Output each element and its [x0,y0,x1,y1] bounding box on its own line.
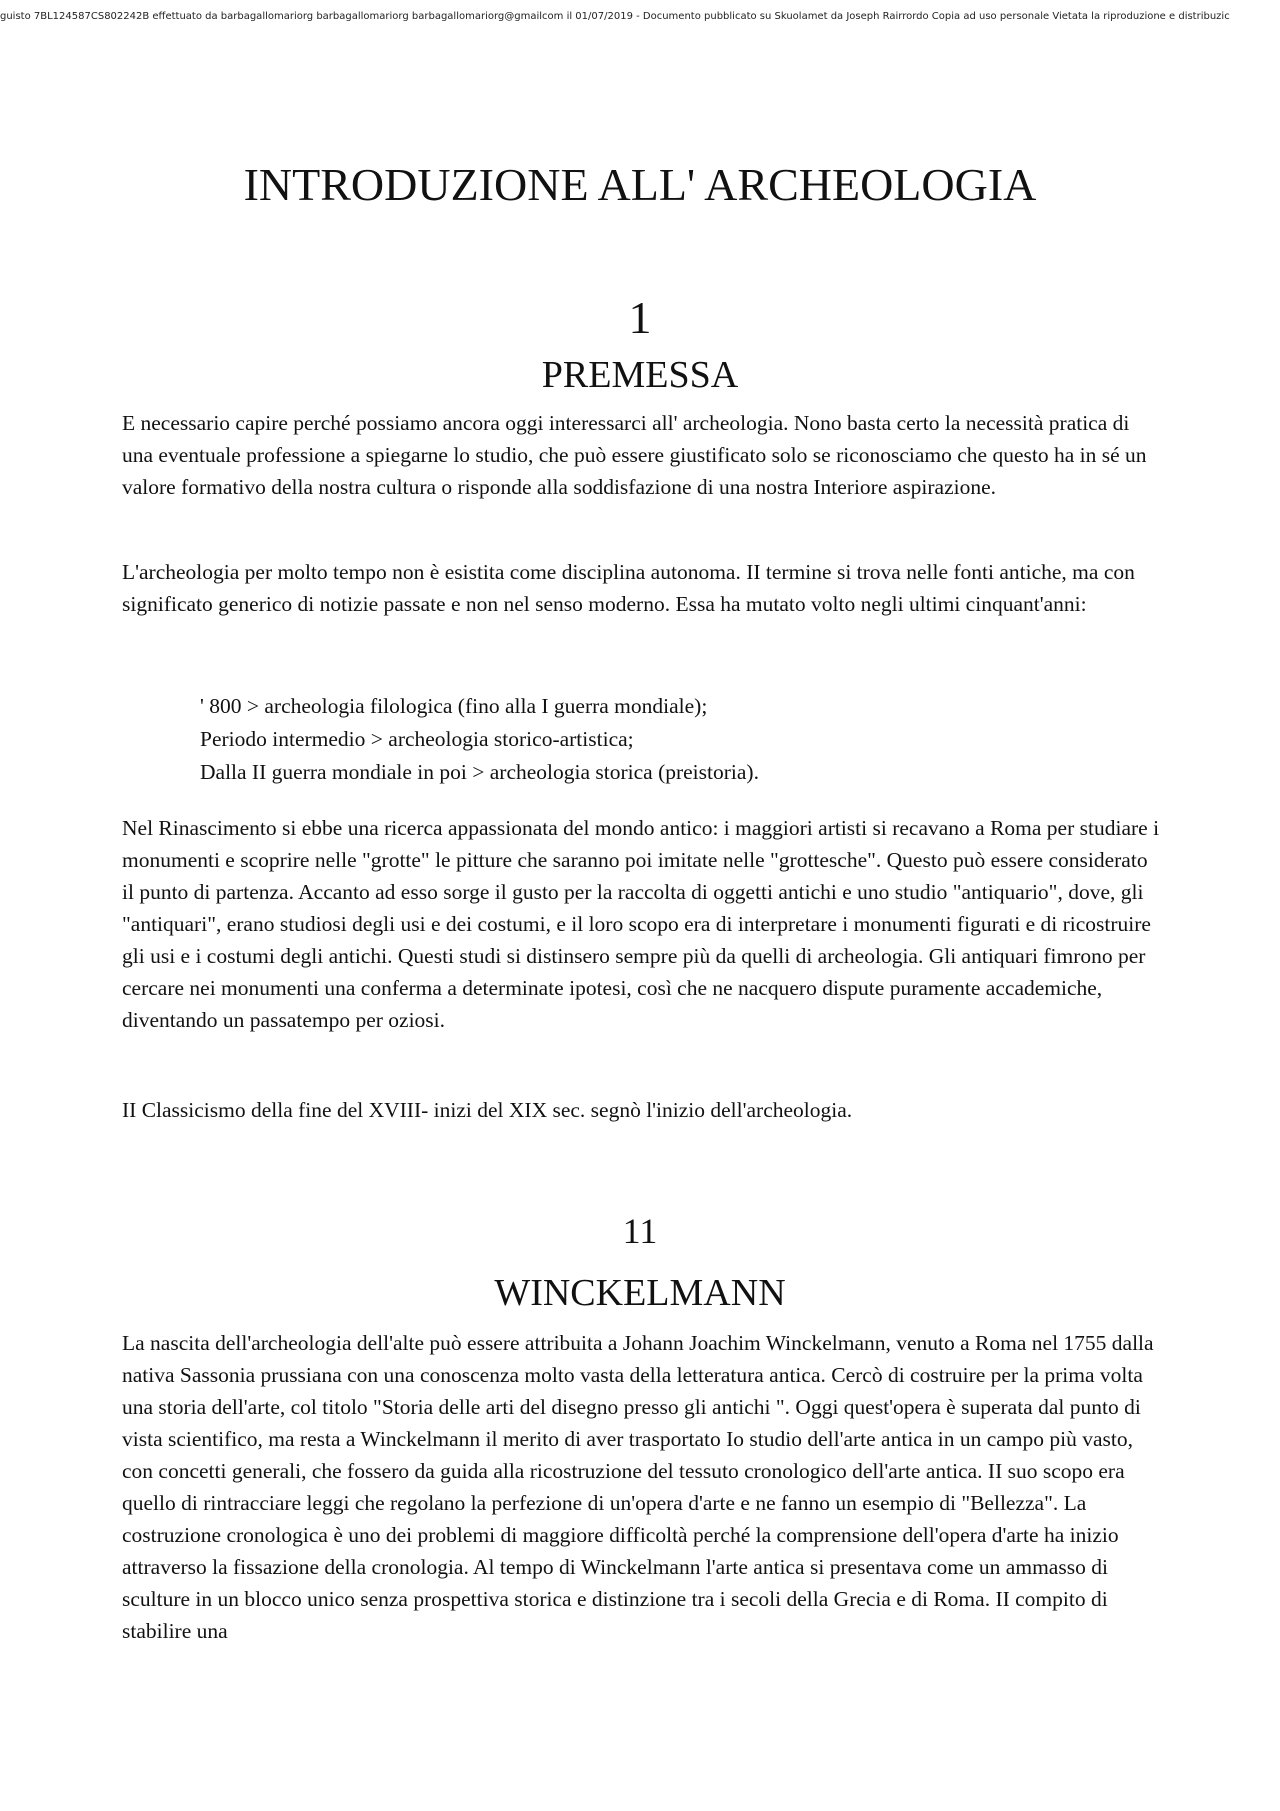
section-heading: WINCKELMANN [494,1272,786,1314]
paragraph: La nascita dell'archeologia dell'alte può essere attribuita a Johann Joachim Winckelmann, venuto a Roma nel 1755 dalla nativa Sassonia prussiana con una conoscenza molto vasta della letteratura antica. Cercò di costruire per la prima volta una storia dell'arte, col titolo "Storia delle arti del disegno presso gli antichi ". Oggi quest'opera è superata dal punto di vista scientifico, ma resta a Winckelmann il merito di aver trasportato Io studio dell'arte antica in un campo più vasto, con concetti generali, che fossero da guida alla ricostruzione del tessuto cronologico dell'arte antica. II suo scopo era quello di rintracciare leggi che regolano la perfezione di un'opera d'arte e ne fanno un esempio di "Bellezza". La costruzione cronologica è uno dei problemi di maggiore difficoltà perché la comprensione dell'opera d'arte ha inizio attraverso la fissazione della cronologia. Al tempo di Winckelmann l'arte antica si presentava come un ammasso di sculture in un blocco unico senza prospettiva storica e distinzione tra i secoli della Grecia e di Roma. II compito di stabilire una [122,1331,1154,1643]
paragraph: E necessario capire perché possiamo ancora oggi interessarci all' archeologia. Nono basta certo la necessità pratica di una eventuale professione a spiegarne lo studio, che può essere giustificato solo se riconosciamo che questo ha in sé un valore formativo della nostra cultura o risponde alla soddisfazione di una nostra Interiore aspirazione. [122,411,1147,499]
section-number: 11 [622,1211,658,1251]
list-item: Periodo intermedio > archeologia storico-artistica; [200,727,634,751]
paragraph: II Classicismo della fine del XVIII- inizi del XIX sec. segnò l'inizio dell'archeologia. [122,1098,853,1122]
paragraph: Nel Rinascimento si ebbe una ricerca appassionata del mondo antico: i maggiori artisti si recavano a Roma per studiare i monumenti e scoprire nelle "grotte" le pitture che saranno poi imitate nelle "grottesche". Questo può essere considerato il punto di partenza. Accanto ad esso sorge il gusto per la raccolta di oggetti antichi e uno studio "antiquario", dove, gli "antiquari", erano studiosi degli usi e dei costumi, e il loro scopo era di interpretare i monumenti figurati e di ricostruire gli usi e i costumi degli antichi. Questi studi si distinsero sempre più da quelli di archeologia. Gli antiquari fimrono per cercare nei monumenti una conferma a determinate ipotesi, così che ne nacquero dispute puramente accademiche, diventando un passatempo per oziosi. [122,816,1160,1032]
paragraph: L'archeologia per molto tempo non è esistita come disciplina autonoma. II termine si trova nelle fonti antiche, ma con significato generico di notizie passate e non nel senso moderno. Essa ha mutato volto negli ultimi cinquant'anni: [122,560,1135,616]
section-number: 1 [628,292,652,343]
watermark-notice: guisto 7BL124587CS802242B effettuato da barbagallomariorg barbagallomariorg barbagallomariorg@gmailcom il 01/07/2019 - Documento pubblicato su Skuolamet da Joseph Rairrordo Copia ad uso personale Vietata la riproduzione e distribuzic [0,11,1230,22]
period-list [200,690,1100,789]
list-item: ' 800 > archeologia filologica (fino alla I guerra mondiale); [200,694,708,718]
section-heading: PREMESSA [541,354,739,396]
document-title: INTRODUZIONE ALL' ARCHEOLOGIA [243,159,1037,210]
list-item: Dalla II guerra mondiale in poi > archeologia storica (preistoria). [200,760,759,784]
